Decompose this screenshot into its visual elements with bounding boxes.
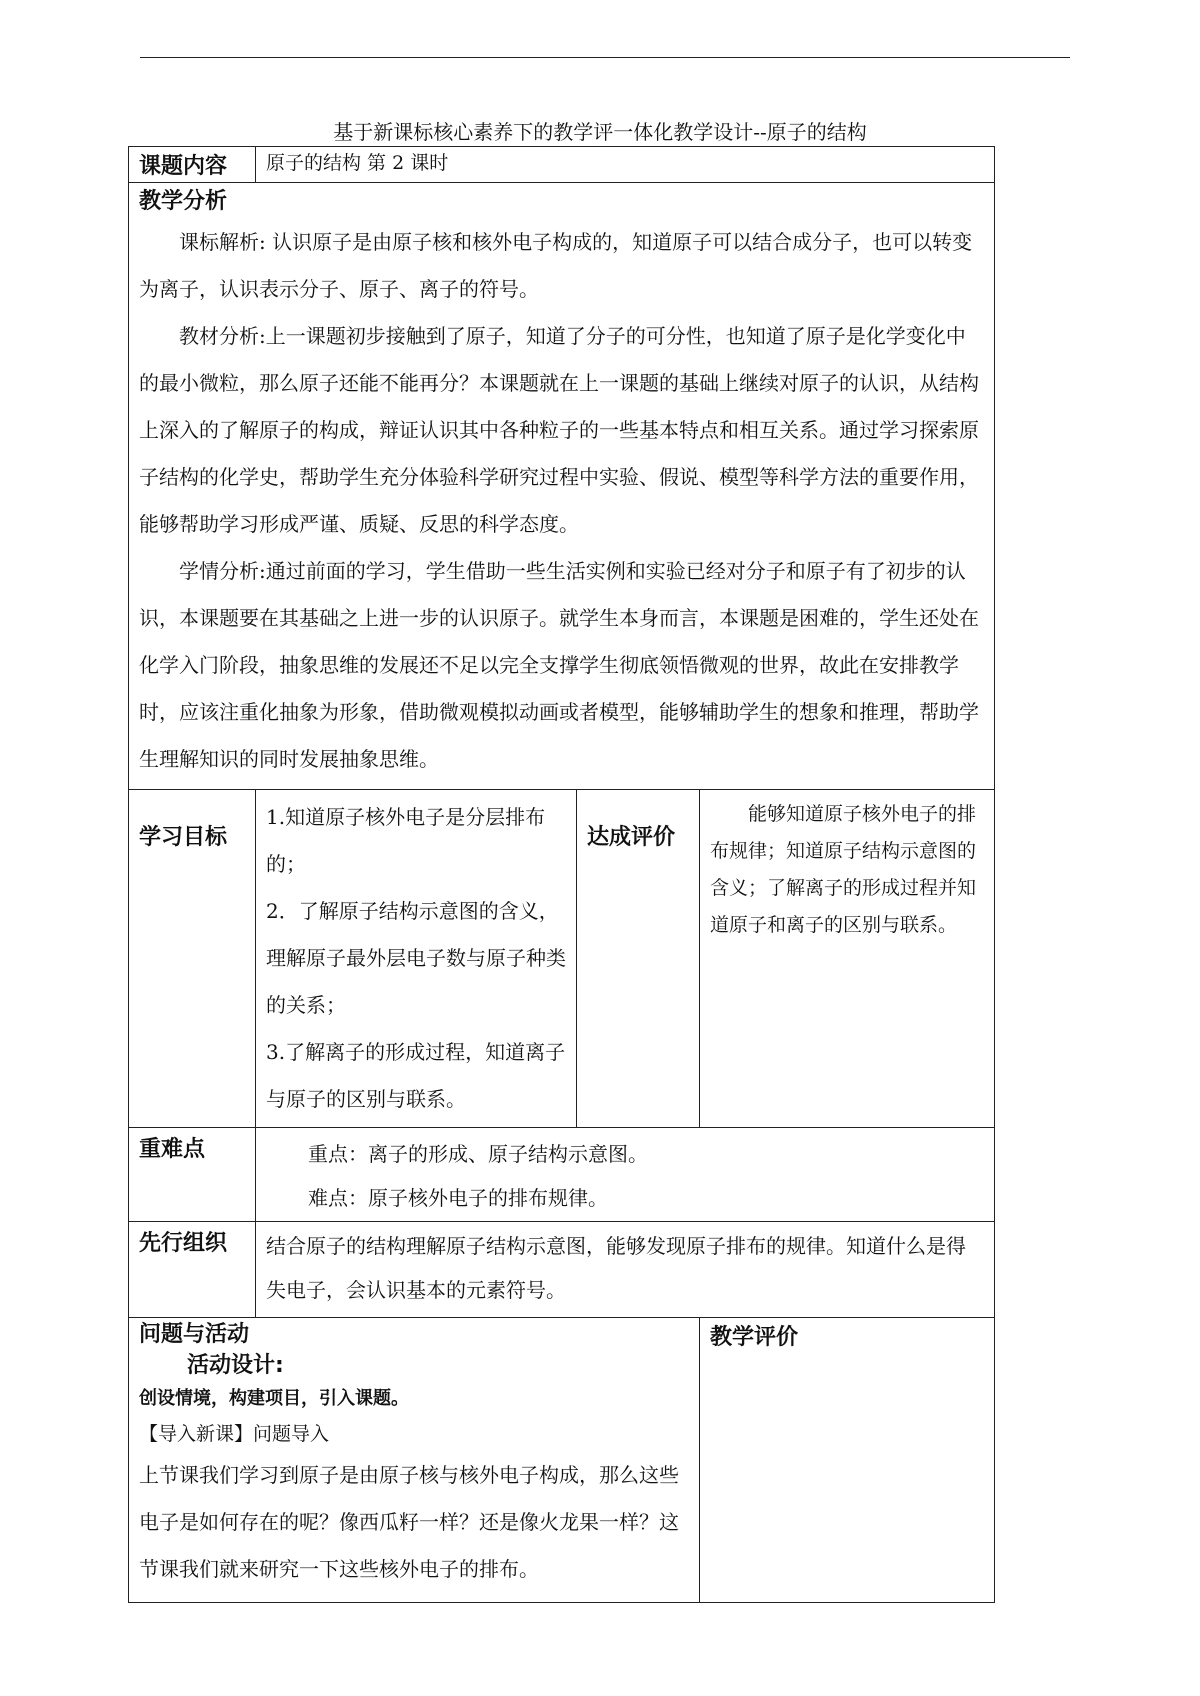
- key-points-row: [129, 1128, 995, 1222]
- analysis-cell: [129, 183, 995, 790]
- topic-value-cell: [256, 147, 995, 183]
- topic-row: [129, 147, 995, 183]
- objectives-label: 学习目标: [139, 825, 228, 850]
- header-rule: [140, 57, 1070, 58]
- key-points-label: 重难点: [139, 1137, 206, 1162]
- topic-label: 课题内容: [139, 154, 228, 179]
- activity-body: 上节课我们学习到原子是由原子核与核外电子构成，那么这些电子是如何存在的呢？像西瓜籽一样？还是像火龙果一样？这节课我们就来研究一下这些核外电子的排布。: [139, 1463, 679, 1581]
- key-points-label-cell: [129, 1128, 256, 1222]
- activity-design-label: 活动设计:: [187, 1353, 284, 1378]
- topic-label-cell: [129, 147, 256, 183]
- activity-intro: 【导入新课】问题导入: [139, 1423, 330, 1445]
- assessment-content-cell: [700, 790, 995, 1128]
- objectives-row: [129, 790, 995, 1128]
- key-points-content-cell: [256, 1128, 995, 1222]
- assessment-text: 能够知道原子核外电子的排布规律；知道原子结构示意图的含义；了解离子的形成过程并知道原子和离子的区别与联系。: [710, 803, 977, 936]
- preorganizer-content-cell: [256, 1222, 995, 1318]
- objective-item-1: 1.知道原子核外电子是分层排布的；: [266, 805, 546, 876]
- preorganizer-label: 先行组织: [139, 1231, 228, 1256]
- analysis-textbook-paragraph: 教材分析:上一课题初步接触到了原子，知道了分子的可分性，也知道了原子是化学变化中的最小微粒，那么原子还能不能再分？本课题就在上一课题的基础上继续对原子的认识，从结构上深入的了解原子的构成，辩证认识其中各种粒子的一些基本特点和相互关系。通过学习探索原子结构的化学史，帮助学生充分体验科学研究过程中实验、假说、模型等科学方法的重要作用，能够帮助学习形成严谨、质疑、反思的科学态度。: [139, 324, 979, 536]
- key-point-focus: 重点：离子的形成、原子结构示意图。: [308, 1142, 648, 1166]
- assessment-label-cell: [577, 790, 700, 1128]
- lesson-plan-table: [128, 146, 995, 1603]
- objectives-content-cell: [256, 790, 577, 1128]
- assessment-label: 达成评价: [587, 825, 676, 850]
- objectives-label-cell: [129, 790, 256, 1128]
- document-title: 基于新课标核心素养下的教学评一体化教学设计--原子的结构: [333, 120, 867, 144]
- analysis-students-paragraph: 学情分析:通过前面的学习，学生借助一些生活实例和实验已经对分子和原子有了初步的认识，本课题要在其基础之上进一步的认识原子。就学生本身而言，本课题是困难的，学生还处在化学入门阶段，抽象思维的发展还不足以完全支撑学生彻底领悟微观的世界，故此在安排教学时，应该注重化抽象为形象，借助微观模拟动画或者模型，能够辅助学生的想象和推理，帮助学生理解知识的同时发展抽象思维。: [139, 559, 979, 771]
- objective-item-3: 3.了解离子的形成过程，知道离子与原子的区别与联系。: [266, 1040, 566, 1111]
- evaluation-label: 教学评价: [710, 1325, 799, 1350]
- evaluation-cell: [700, 1318, 995, 1603]
- activities-label: 问题与活动: [139, 1322, 250, 1347]
- activity-scenario: 创设情境，构建项目，引入课题。: [139, 1388, 409, 1409]
- activities-row: [129, 1318, 995, 1603]
- topic-value: 原子的结构 第 2 课时: [266, 152, 449, 174]
- analysis-row: [129, 183, 995, 790]
- objective-item-2: 2．了解原子结构示意图的含义，理解原子最外层电子数与原子种类的关系；: [266, 899, 566, 1017]
- key-point-difficulty: 难点：原子核外电子的排布规律。: [308, 1186, 608, 1210]
- activities-cell: [129, 1318, 700, 1603]
- preorganizer-text: 结合原子的结构理解原子结构示意图，能够发现原子排布的规律。知道什么是得失电子，会认识基本的元素符号。: [266, 1234, 966, 1302]
- analysis-label: 教学分析: [139, 189, 228, 214]
- preorganizer-label-cell: [129, 1222, 256, 1318]
- analysis-standards-paragraph: 课标解析: 认识原子是由原子核和核外电子构成的，知道原子可以结合成分子，也可以转变为离子，认识表示分子、原子、离子的符号。: [139, 230, 973, 301]
- preorganizer-row: [129, 1222, 995, 1318]
